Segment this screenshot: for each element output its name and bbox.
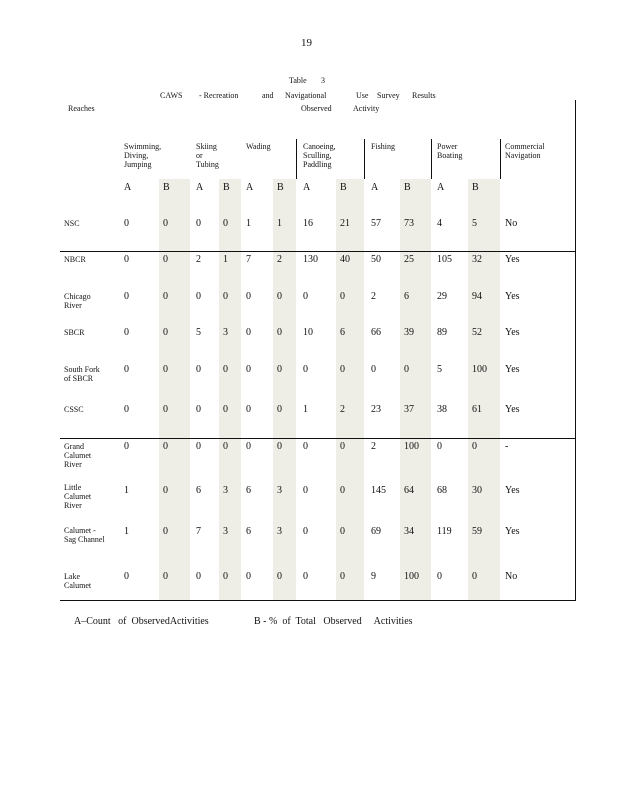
footnote-a: A–Count of ObservedActivities (74, 616, 209, 627)
subheader-b: B (404, 182, 411, 193)
reach-name: Grand Calumet River (64, 442, 92, 469)
title-and: and (262, 91, 274, 100)
table-right-border (575, 100, 576, 600)
reach-name: Lake Calumet (64, 572, 92, 590)
title-table-word: Table (289, 76, 307, 85)
title-use: Use (356, 91, 369, 100)
subheader-a: A (196, 182, 204, 193)
title-recreation: - Recreation (199, 91, 239, 100)
rule-h-group-1 (60, 251, 576, 252)
rule-v-header-3 (431, 139, 432, 179)
subheader-b: B (472, 182, 479, 193)
page-number: 19 (301, 37, 312, 49)
reach-name: SBCR (64, 328, 85, 337)
title-results: Results (412, 91, 436, 100)
reach-name: Calumet - Sag Channel (64, 526, 105, 544)
subheader-a: A (371, 182, 379, 193)
header-skiing: Skiing or Tubing (196, 142, 219, 169)
header-commercial-navigation: Commercial Navigation (505, 142, 545, 160)
reaches-label: Reaches (68, 104, 95, 113)
subheader-a: A (246, 182, 254, 193)
subheader-a: A (124, 182, 132, 193)
rule-v-header-2 (364, 139, 365, 179)
header-swimming: Swimming, Diving, Jumping (124, 142, 162, 169)
rule-h-bottom (60, 600, 576, 601)
rule-v-header-1 (296, 139, 297, 179)
subheader-b: B (277, 182, 284, 193)
subheader-b: B (163, 182, 170, 193)
subheader-b: B (223, 182, 230, 193)
reach-name: CSSC (64, 405, 84, 414)
footnote-b: B - % of Total Observed Activities (254, 616, 413, 627)
rule-v-header-4 (500, 139, 501, 179)
header-fishing: Fishing (371, 142, 396, 151)
reach-name: NBCR (64, 255, 86, 264)
reach-name: South Fork of SBCR (64, 365, 100, 383)
rule-h-group-2 (60, 438, 576, 439)
subheader-a: A (303, 182, 311, 193)
title-caws: CAWS (160, 91, 183, 100)
header-canoeing: Canoeing, Sculling, Paddling (303, 142, 336, 169)
title-table-number: 3 (321, 76, 325, 85)
reach-name: NSC (64, 219, 80, 228)
header-wading: Wading (246, 142, 271, 151)
subheader-b: B (340, 182, 347, 193)
subheader-a: A (437, 182, 445, 193)
reach-name: Chicago River (64, 292, 91, 310)
title-activity: Activity (353, 104, 380, 113)
title-survey: Survey (377, 91, 400, 100)
title-navigational: Navigational (285, 91, 327, 100)
reach-name: Little Calumet River (64, 483, 92, 510)
title-observed: Observed (301, 104, 332, 113)
header-power-boating: Power Boating (437, 142, 463, 160)
